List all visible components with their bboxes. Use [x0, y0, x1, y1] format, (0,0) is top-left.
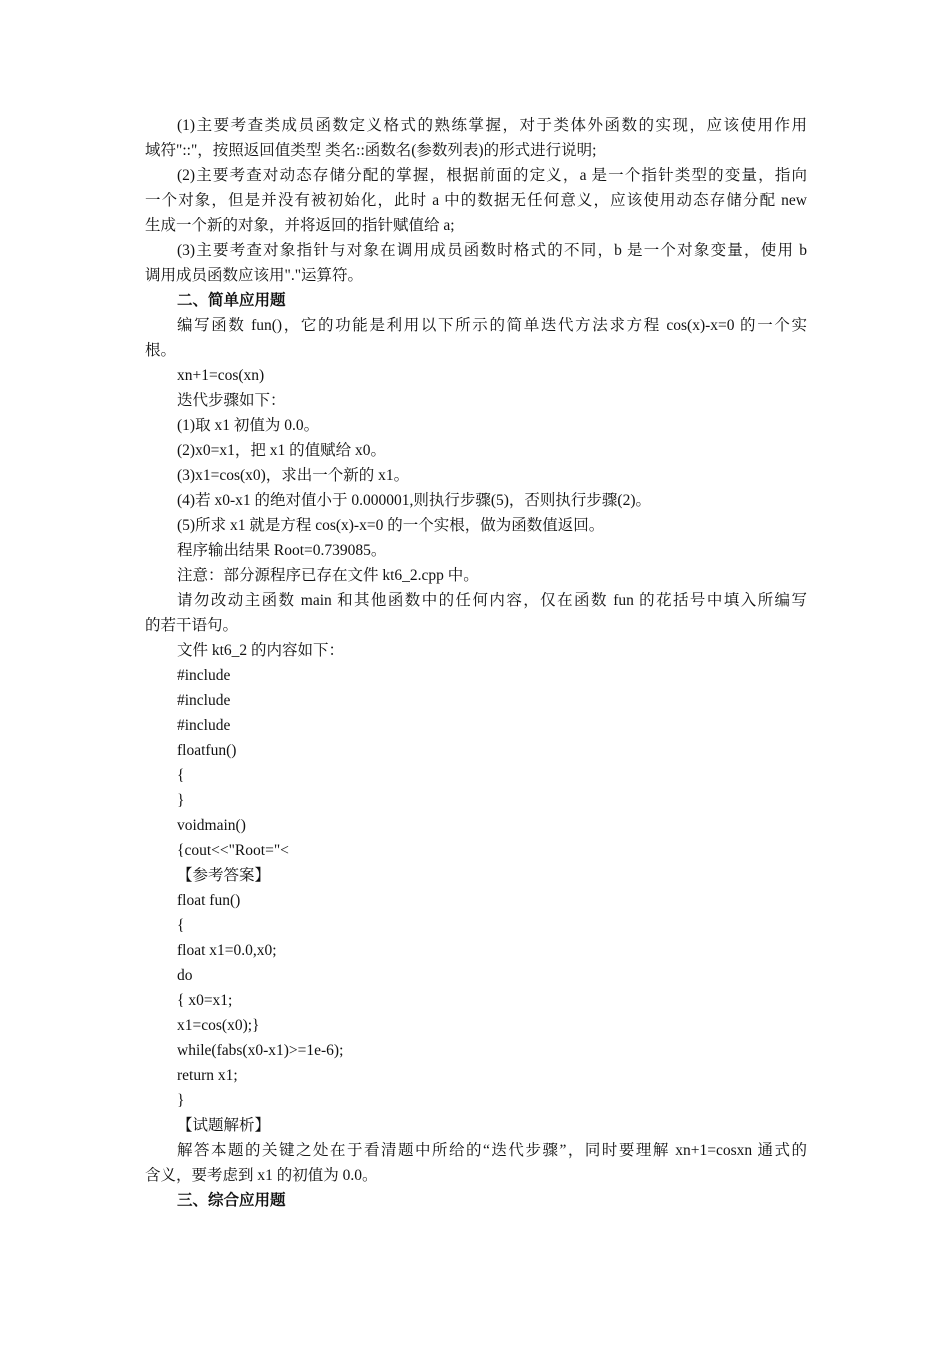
text-line: while(fabs(x0-x1)>=1e-6); — [177, 1042, 344, 1059]
text-line: floatfun() — [177, 742, 237, 759]
text-line: {cout<<"Root="< — [177, 842, 289, 859]
text-line: 文件 kt6_2 的内容如下： — [177, 642, 345, 659]
text-line: 一个对象，但是并没有被初始化，此时 a 中的数据无任何意义，应该使用动态存储分配 new — [145, 192, 807, 209]
text-line: 编写函数 fun()，它的功能是利用以下所示的简单迭代方法求方程 cos(x)-x=0 的一个实 — [177, 317, 807, 334]
text-line: #include — [177, 717, 231, 734]
text-line: 的若干语句。 — [145, 617, 239, 634]
text-line: 含义，要考虑到 x1 的初值为 0.0。 — [145, 1167, 378, 1184]
text-line: (3)x1=cos(x0)，求出一个新的 x1。 — [177, 467, 410, 484]
text-line: 生成一个新的对象，并将返回的指针赋值给 a; — [145, 217, 455, 234]
text-line: (3)主要考查对象指针与对象在调用成员函数时格式的不同，b 是一个对象变量，使用 b — [177, 242, 807, 259]
document-page — [145, 113, 807, 1213]
text-line: } — [177, 792, 185, 809]
text-line: float fun() — [177, 892, 241, 909]
text-line: 调用成员函数应该用"."运算符。 — [145, 267, 364, 284]
text-line: 迭代步骤如下： — [177, 392, 286, 409]
text-line: 根。 — [145, 342, 177, 359]
text-line: 【参考答案】 — [177, 867, 271, 884]
section-heading: 三、综合应用题 — [177, 1192, 286, 1209]
text-line: (5)所求 x1 就是方程 cos(x)-x=0 的一个实根，做为函数值返回。 — [177, 517, 605, 534]
text-line: x1=cos(x0);} — [177, 1017, 260, 1034]
text-line: 【试题解析】 — [177, 1117, 271, 1134]
text-line: 域符"::"，按照返回值类型 类名::函数名(参数列表)的形式进行说明; — [145, 142, 597, 159]
text-line: do — [177, 967, 193, 984]
text-line: { — [177, 767, 185, 784]
section-heading: 二、简单应用题 — [177, 292, 286, 309]
text-line: #include — [177, 692, 231, 709]
text-line: (2)x0=x1，把 x1 的值赋给 x0。 — [177, 442, 386, 459]
text-line: (1)主要考查类成员函数定义格式的熟练掌握，对于类体外函数的实现，应该使用作用 — [177, 117, 807, 134]
text-line: return x1; — [177, 1067, 238, 1084]
text-line: { — [177, 917, 185, 934]
text-line: (4)若 x0-x1 的绝对值小于 0.000001,则执行步骤(5)，否则执行步骤(2)。 — [177, 492, 652, 509]
text-line: 解答本题的关键之处在于看清题中所给的“迭代步骤”，同时要理解 xn+1=cosxn 通式的 — [177, 1142, 807, 1159]
text-line: } — [177, 1092, 185, 1109]
text-line: (1)取 x1 初值为 0.0。 — [177, 417, 320, 434]
text-line: xn+1=cos(xn) — [177, 367, 265, 384]
text-line: #include — [177, 667, 231, 684]
text-line: 请勿改动主函数 main 和其他函数中的任何内容，仅在函数 fun 的花括号中填入所编写 — [177, 592, 807, 609]
text-line: 注意：部分源程序已存在文件 kt6_2.cpp 中。 — [177, 567, 479, 584]
text-line: { x0=x1; — [177, 992, 233, 1009]
text-line: voidmain() — [177, 817, 246, 834]
text-line: (2)主要考查对动态存储分配的掌握，根据前面的定义，a 是一个指针类型的变量，指向 — [177, 167, 807, 184]
text-line: 程序输出结果 Root=0.739085。 — [177, 542, 387, 559]
text-line: float x1=0.0,x0; — [177, 942, 277, 959]
